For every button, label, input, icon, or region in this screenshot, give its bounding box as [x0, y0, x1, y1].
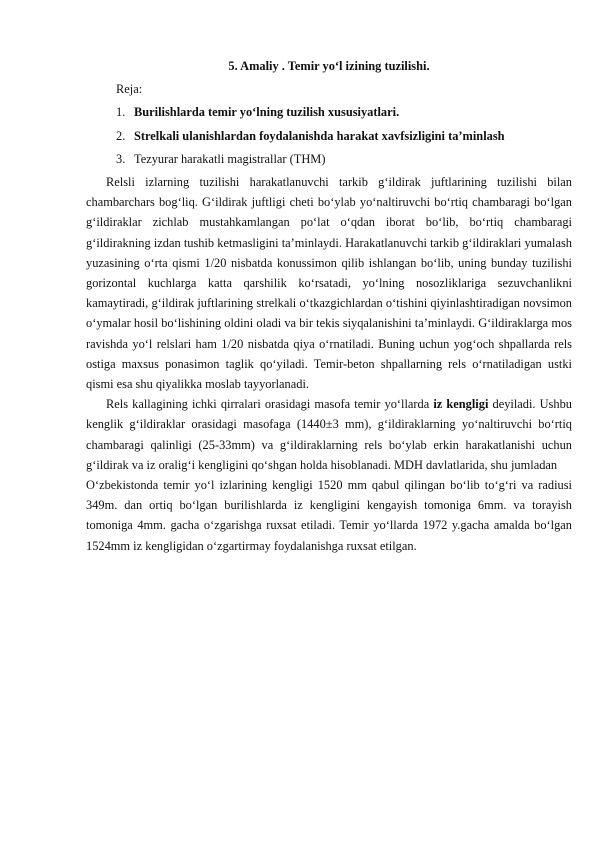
plan-item-text: Tezyurar harakatli magistrallar (THM) [134, 151, 326, 166]
paragraph-text: deyiladi. Ushbu kenglik g‘ildiraklar orasidagi masofaga (1440±3 mm), g‘ildiraklarning yo‘naltiruvchi bo‘rtiq chambaragi qalinligi (25-33mm) va g‘ildiraklarning rels bo‘ylab erkin harakatlanishi uchun g‘ildirak va iz oralig‘i kengligini qo‘shgan holda hisoblanadi. MDH davlatlarida, shu jumladan [86, 397, 572, 472]
paragraph-text: Rels kallagining ichki qirralari orasidagi masofa temir yo‘llarda [106, 397, 430, 412]
plan-item [116, 102, 572, 122]
plan-item [116, 126, 572, 146]
plan-item-text: Strelkali ulanishlardan foydalanishda harakat xavfsizligini ta’minlash [134, 128, 505, 143]
plan-item-number: 1. [116, 105, 126, 120]
plan-list [86, 102, 572, 169]
paragraph-rail-structure: Relsli izlarning tuzilishi harakatlanuvchi tarkib g‘ildirak juftlarining tuzilishi bilan chambarchars bog‘liq. G‘ildirak juftligi cheti bo‘ylab yo‘naltiruvchi bo‘rtiq chambaragi bo‘lgan g‘ildiraklar zichlab mustahkamlangan po‘lat o‘qdan iborat bo‘lib, bo‘rtiq chambaragi g‘ildirakning izdan tushib ketmasligini ta’minlaydi. Harakatlanuvchi tarkib g‘ildiraklari yumalash yuzasining o‘rta qismi 1/20 nisbatda konussimon qilib ishlangan bo‘lib, uning bunday tuzilishi gorizontal kuchlarga katta qarshilik ko‘rsatadi, yo‘lning nosozliklariga sezuvchanlikni kamaytiradi, g‘ildirak juftlarining strelkali o‘tkazgichlardan o‘tishini qiyinlashtiradigan novsimon o‘ymalar hosil bo‘lishining oldini oladi va bir tekis siyqalanishini ta’minlaydi. G‘ildiraklarga mos ravishda yo‘l relslari ham 1/20 nisbatda qiya o‘rnatiladi. Buning uchun yog‘och shpallarda rels ostiga maxsus ponasimon taglik qo‘yiladi. Temir-beton shpallarning rels o‘rnatiladigan ustki qismi esa shu qiyalikka moslab tayyorlanadi. [86, 175, 572, 392]
document-page [86, 56, 572, 556]
plan-item-number: 2. [116, 128, 126, 143]
plan-heading: Reja: [116, 82, 143, 97]
term-track-gauge: iz kengligi [433, 397, 489, 412]
page-title: 5. Amaliy . Temir yo‘l izining tuzilishi. [228, 59, 430, 73]
plan-item-number: 3. [116, 151, 126, 166]
paragraph-track-gauge [86, 394, 572, 475]
plan-item-text: Burilishlarda temir yo‘lning tuzilish xususiyatlari. [134, 105, 400, 120]
paragraph-gauge-uzbekistan: O‘zbekistonda temir yo‘l izlarining kengligi 1520 mm qabul qilingan bo‘lib to‘g‘ri va radiusi 349m. dan ortiq bo‘lgan burilishlarda iz kengligini kengayish tomoniga 6mm. va torayish tomoniga 4mm. gacha o‘zgarishga ruxsat etiladi. Temir yo‘llarda 1972 y.gacha amalda bo‘lgan 1524mm iz kengligidan o‘zgartirmay foydalanishga ruxsat etilgan. [86, 478, 572, 553]
plan-item [116, 149, 572, 169]
